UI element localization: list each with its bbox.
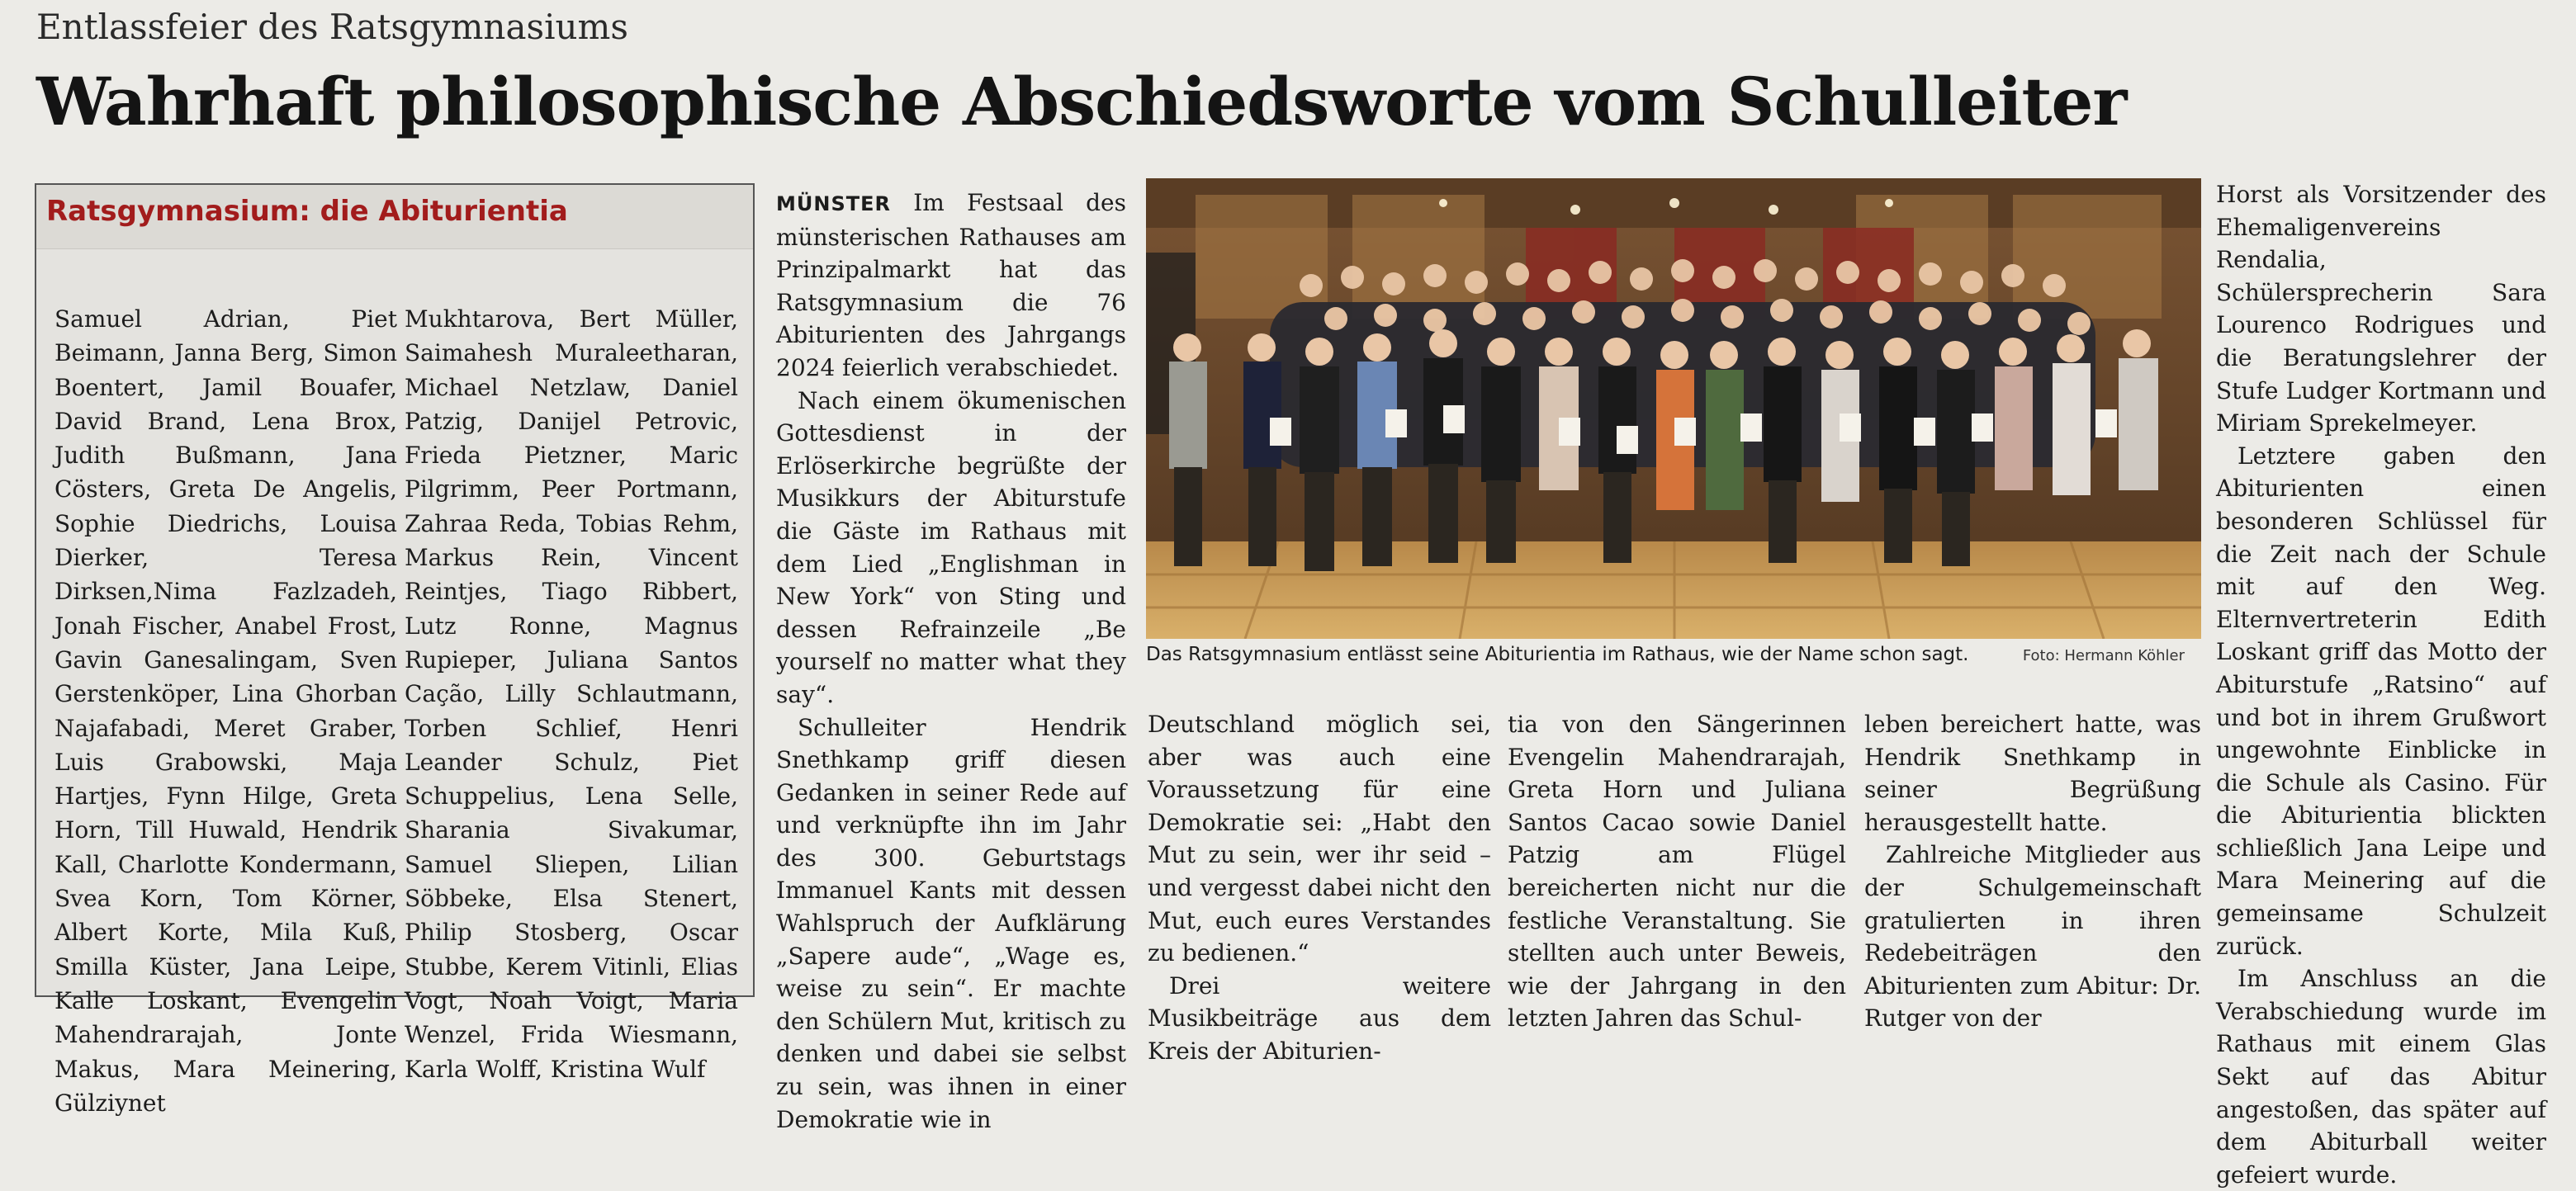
paragraph: Zahlreiche Mitglieder aus der Schulgemeinschaft gratulierten in ihren Redebeiträgen den Abiturienten zum Abitur: Dr. Rutger von der xyxy=(1864,841,2201,1033)
group-photo-illustration xyxy=(1146,178,2201,639)
photo-caption xyxy=(1146,644,2201,677)
article-column-4 xyxy=(1864,708,2201,1035)
article-column-1 xyxy=(776,187,1126,1136)
paragraph: Im Festsaal des münsterischen Rathauses am Prinzipalmarkt hat das Ratsgymnasium die 76 Abiturienten des Jahrgangs 2024 feierlich verabschiedet. xyxy=(776,189,1127,381)
paragraph: Deutschland möglich sei, aber was auch eine Voraussetzung für eine Demokratie sei: „Habt den Mut zu sein, wer ihr seid – und vergesst dabei nicht den Mut, euch eures Verstandes zu bedienen.“ xyxy=(1148,711,1491,967)
paragraph: Letztere gaben den Abiturienten einen besonderen Schlüssel für die Zeit nach der Schule mit auf den Weg. Elternvertreterin Edith Loskant griff das Motto der Abiturstufe „Ratsino“ auf und bot in ihrem Grußwort ungewohnte Einblicke in die Schule als Casino. Für die Abiturientia blickten schließlich Jana Leipe und Mara Meinering auf die gemeinsame Schulzeit zurück. xyxy=(2216,442,2546,960)
article-headline: Wahrhaft philosophische Abschiedsworte vom Schulleiter xyxy=(36,63,2127,140)
paragraph: Horst als Vorsitzender des Ehemaligenvereins Rendalia, Schülersprecherin Sara Lourenco Rodrigues und die Beratungslehrer der Stufe Ludger Kortmann und Miriam Sprekelmeyer. xyxy=(2216,181,2546,437)
group-photo xyxy=(1146,178,2201,639)
dateline: MÜNSTER xyxy=(776,192,891,215)
article-column-5 xyxy=(2216,178,2546,1191)
paragraph: Im Anschluss an die Verabschiedung wurde im Rathaus mit einem Glas Sekt auf das Abitur angestoßen, das später auf dem Abiturball weiter gefeiert wurde. xyxy=(2216,965,2546,1189)
names-column-2: Mukhtarova, Bert Müller, Saimahesh Muraleetharan, Michael Netzlaw, Daniel Patzig, Danijel Petrovic, Frieda Pietzner, Maric Pilgrimm, Peer Portmann, Zahraa Reda, Tobias Rehm, Markus Rein, Vincent Reintjes, Tiago Ribbert, Lutz Ronne, Magnus Rupieper, Juliana Santos Cação, Lilly Schlautmann, Torben Schlief, Henri Leander Schulz, Piet Schuppelius, Lena Selle, Sharania Sivakumar, Samuel Sliepen, Lilian Söbbeke, Elsa Stenert, Philip Stosberg, Oscar Stubbe, Kerem Vitinli, Elias Vogt, Noah Voigt, Maria Wenzel, Frida Wiesmann, Karla Wolff, Kristina Wulf xyxy=(405,305,738,1083)
article-column-2 xyxy=(1148,708,1491,1068)
caption-text: Das Ratsgymnasium entlässt seine Abiturientia im Rathaus, wie der Name schon sagt. xyxy=(1146,644,1969,665)
names-column-1: Samuel Adrian, Piet Beimann, Janna Berg, Simon Boentert, Jamil Bouafer, David Brand, Lena Brox, Judith Bußmann, Jana Cösters, Greta De Angelis, Sophie Diedrichs, Louisa Dierker, Teresa Dirksen,Nima Fazlzadeh, Jonah Fischer, Anabel Frost, Gavin Ganesalingam, Sven Gerstenköper, Lina Ghorban Najafabadi, Meret Graber, Luis Grabowski, Maja Hartjes, Fynn Hilge, Greta Horn, Till Huwald, Hendrik Kall, Charlotte Kondermann, Svea Korn, Tom Körner, Albert Korte, Mila Kuß, Smilla Küster, Jana Leipe, Kalle Loskant, Evengelin Mahendrarajah, Jonte Makus, Mara Meinering, Gülziynet xyxy=(54,305,397,1117)
paragraph: Schulleiter Hendrik Snethkamp griff diesen Gedanken in seiner Rede auf und verknüpfte ihn im Jahr des 300. Geburtstags Immanuel Kants mit dessen Wahlspruch der Aufklärung „Sapere aude“, „Wage es, weise zu sein“. Er machte den Schülern Mut, kritisch zu denken und dabei sie selbst zu sein, was ihnen in einer Demokratie wie in xyxy=(776,713,1126,1133)
abiturientia-box xyxy=(35,183,755,1117)
abiturientia-box-title: Ratsgymnasium: die Abiturientia xyxy=(36,185,753,249)
article-kicker: Entlassfeier des Ratsgymnasiums xyxy=(36,7,628,47)
paragraph: Nach einem ökumenischen Gottesdienst in der Erlöserkirche begrüßte der Musikkurs der Abiturstufe die Gäste im Rathaus mit dem Lied „Englishman in New York“ von Sting und dessen Refrainzeile „Be yourself no matter what they say“. xyxy=(776,386,1126,708)
article-column-3 xyxy=(1508,708,1846,1035)
paragraph: tia von den Sängerinnen Evengelin Mahendrarajah, Greta Horn und Juliana Santos Cacao sowie Daniel Patzig am Flügel bereicherten nicht nur die festliche Veranstaltung. Sie stellten auch unter Beweis, wie der Jahrgang in den letzten Jahren das Schul- xyxy=(1508,711,1846,1033)
paragraph: leben bereichert hatte, was Hendrik Snethkamp in seiner Begrüßung herausgestellt hatte. xyxy=(1864,711,2201,836)
photo-credit: Foto: Hermann Köhler xyxy=(2022,647,2185,664)
paragraph: Drei weitere Musikbeiträge aus dem Kreis der Abiturien- xyxy=(1148,971,1491,1065)
